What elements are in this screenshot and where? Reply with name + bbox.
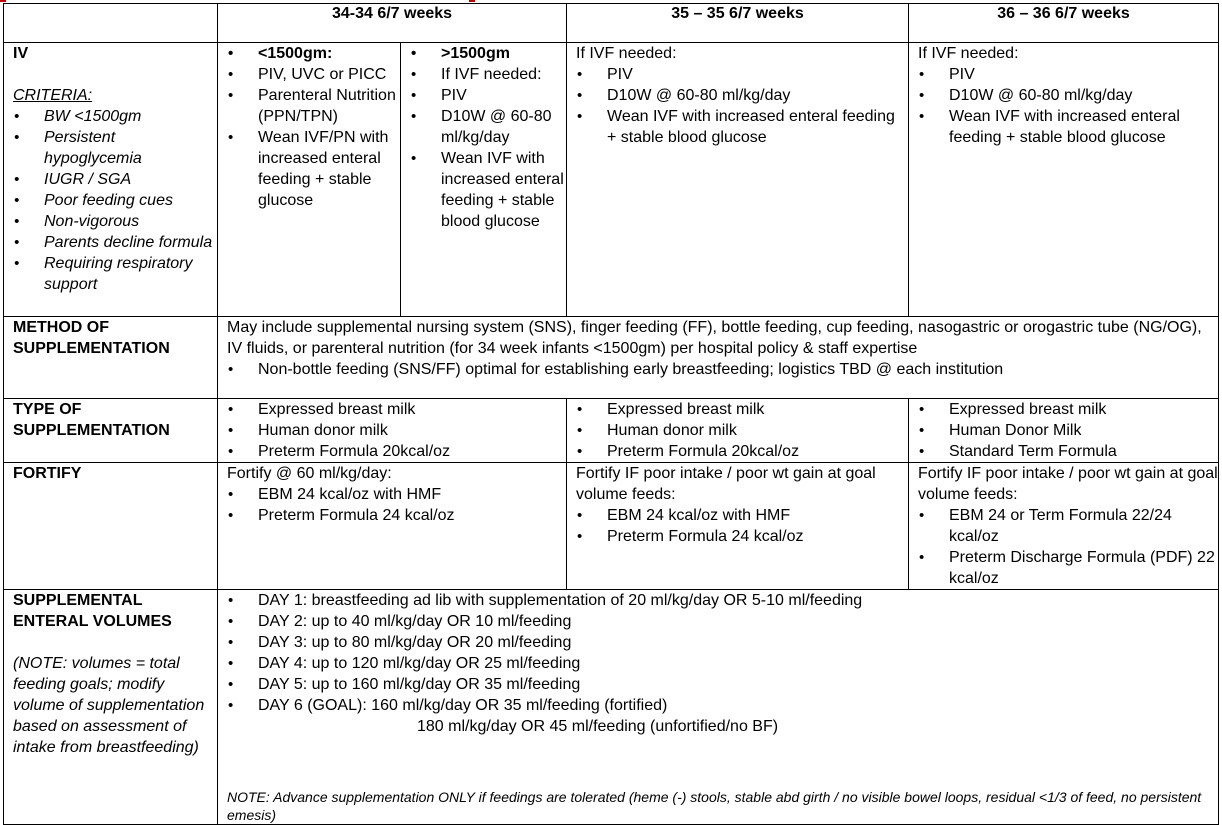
list-item: • BW <1500gm [44,106,217,127]
list-item: • Poor feeding cues [44,190,217,211]
type-label: TYPE OF SUPPLEMENTATION [4,399,218,463]
type-35-list [576,399,908,462]
iv-35-cell [567,43,909,317]
feeding-protocol-table [3,3,1219,825]
list-item: • Preterm Formula 24 kcal/oz [258,505,566,526]
method-label: METHOD OF SUPPLEMENTATION [4,317,218,399]
method-cell [218,317,1219,399]
iv-35-list [576,64,908,148]
list-item [258,695,1218,737]
fortify-row [4,463,1219,590]
type-36-list [918,399,1218,462]
red-mark [0,0,6,2]
fortify-36-cell [909,463,1219,590]
volumes-label-cell [4,590,218,825]
list-item: • Expressed breast milk [949,399,1218,420]
iv-35-intro: If IVF needed: [576,45,677,62]
day6-line2: 180 ml/kg/day OR 45 ml/feeding (unfortified/no BF) [417,718,779,735]
list-item: • PIV [949,64,1218,85]
list-item: • Persistent hypoglycemia [44,127,217,169]
list-item: • DAY 5: up to 160 ml/kg/day OR 35 ml/feeding [258,674,1218,695]
list-item: • Wean IVF with increased enteral feeding + stable blood glucose [607,106,908,148]
criteria-list [13,106,217,295]
header-empty-cell [4,4,218,43]
iv-gt1500-list [410,43,566,232]
list-item: • Standard Term Formula [949,441,1218,462]
fortify-36-list [918,505,1218,589]
list-item: • Human donor milk [258,420,566,441]
list-item: • Wean IVF with increased enteral feeding + stable blood glucose [441,148,566,232]
list-item: • Preterm Formula 20kcal/oz [607,441,908,462]
fortify-35-intro: Fortify IF poor intake / poor wt gain at goal volume feeds: [576,465,876,503]
list-item: • Human donor milk [607,420,908,441]
list-item: • If IVF needed: [441,64,566,85]
list-item: • EBM 24 or Term Formula 22/24 kcal/oz [949,505,1218,547]
fortify-35-cell [567,463,909,590]
iv-36-intro: If IVF needed: [918,45,1019,62]
fortify-34-intro: Fortify @ 60 ml/kg/day: [227,465,392,482]
volumes-list [227,590,1218,737]
fortify-34-cell [218,463,567,590]
type-34-cell [218,399,567,463]
day6-line1: DAY 6 (GOAL): 160 ml/kg/day OR 35 ml/feeding (fortified) [258,697,668,714]
list-item: • IUGR / SGA [44,169,217,190]
list-item: • D10W @ 60-80 ml/kg/day [607,85,908,106]
fortify-35-list [576,505,908,547]
criteria-title: CRITERIA: [13,87,93,104]
header-row [4,4,1219,43]
list-item: • DAY 1: breastfeeding ad lib with supplementation of 20 ml/kg/day OR 5-10 ml/feeding [258,590,1218,611]
iv-row [4,43,1219,317]
type-34-list [227,399,566,462]
list-item: • Wean IVF with increased enteral feeding + stable blood glucose [949,106,1218,148]
list-item: • Preterm Formula 24 kcal/oz [607,526,908,547]
method-row [4,317,1219,399]
list-item: • PIV, UVC or PICC [258,64,400,85]
list-item: • <1500gm: [258,43,400,64]
list-item: • D10W @ 60-80 ml/kg/day [949,85,1218,106]
list-item: • PIV [441,85,566,106]
iv-label-cell [4,43,218,317]
fortify-label: FORTIFY [4,463,218,590]
fortify-36-intro: Fortify IF poor intake / poor wt gain at goal volume feeds: [918,465,1218,503]
list-item: • Parents decline formula [44,232,217,253]
list-item: • Expressed breast milk [607,399,908,420]
iv-lt1500-cell [218,43,401,317]
red-mark [469,0,475,2]
volumes-cell [218,590,1219,825]
list-item: • Human Donor Milk [949,420,1218,441]
volumes-label-note: (NOTE: volumes = total feeding goals; modify volume of supplementation based on assessment of intake from breastfeeding) [13,655,205,756]
list-item: • EBM 24 kcal/oz with HMF [258,484,566,505]
list-item: • Wean IVF/PN with increased enteral feeding + stable glucose [258,127,400,211]
list-item: • >1500gm [441,43,566,64]
list-item: • PIV [607,64,908,85]
method-text: May include supplemental nursing system (SNS), finger feeding (FF), bottle feeding, cup feeding, nasogastric or orogastric tube (NG/OG), IV fluids, or parenteral nutrition (for 34 week infants <1500gm) per hospital policy & staff expertise [227,319,1202,357]
volumes-label: SUPPLEMENTAL ENTERAL VOLUMES [13,592,172,630]
list-item: • DAY 2: up to 40 ml/kg/day OR 10 ml/feeding [258,611,1218,632]
list-item: • Non-vigorous [44,211,217,232]
list-item: • Preterm Formula 20kcal/oz [258,441,566,462]
header-35-weeks: 35 – 35 6/7 weeks [567,4,909,43]
list-item: • Expressed breast milk [258,399,566,420]
header-34-weeks: 34-34 6/7 weeks [218,4,567,43]
list-item: • Preterm Discharge Formula (PDF) 22 kcal/oz [949,547,1218,589]
volumes-row [4,590,1219,825]
list-item: • Requiring respiratory support [44,253,217,295]
list-item: • DAY 3: up to 80 ml/kg/day OR 20 ml/feeding [258,632,1218,653]
iv-gt1500-cell [401,43,567,317]
list-item: • Non-bottle feeding (SNS/FF) optimal for establishing early breastfeeding; logistics TBD @ each institution [258,359,1218,380]
type-row [4,399,1219,463]
iv-36-list [918,64,1218,148]
iv-36-cell [909,43,1219,317]
list-item: • Parenteral Nutrition (PPN/TPN) [258,85,400,127]
list-item: • EBM 24 kcal/oz with HMF [607,505,908,526]
volumes-note: NOTE: Advance supplementation ONLY if feedings are tolerated (heme (-) stools, stable abd girth / no visible bowel loops, residual <1/3 of feed, no persistent emesis) [227,789,1202,823]
iv-label: IV [13,45,29,62]
method-list [227,359,1218,380]
iv-lt1500-list [227,43,400,211]
list-item: • DAY 4: up to 120 ml/kg/day OR 25 ml/feeding [258,653,1218,674]
fortify-34-list [227,484,566,526]
list-item: • D10W @ 60-80 ml/kg/day [441,106,566,148]
header-36-weeks: 36 – 36 6/7 weeks [909,4,1219,43]
type-35-cell [567,399,909,463]
type-36-cell [909,399,1219,463]
